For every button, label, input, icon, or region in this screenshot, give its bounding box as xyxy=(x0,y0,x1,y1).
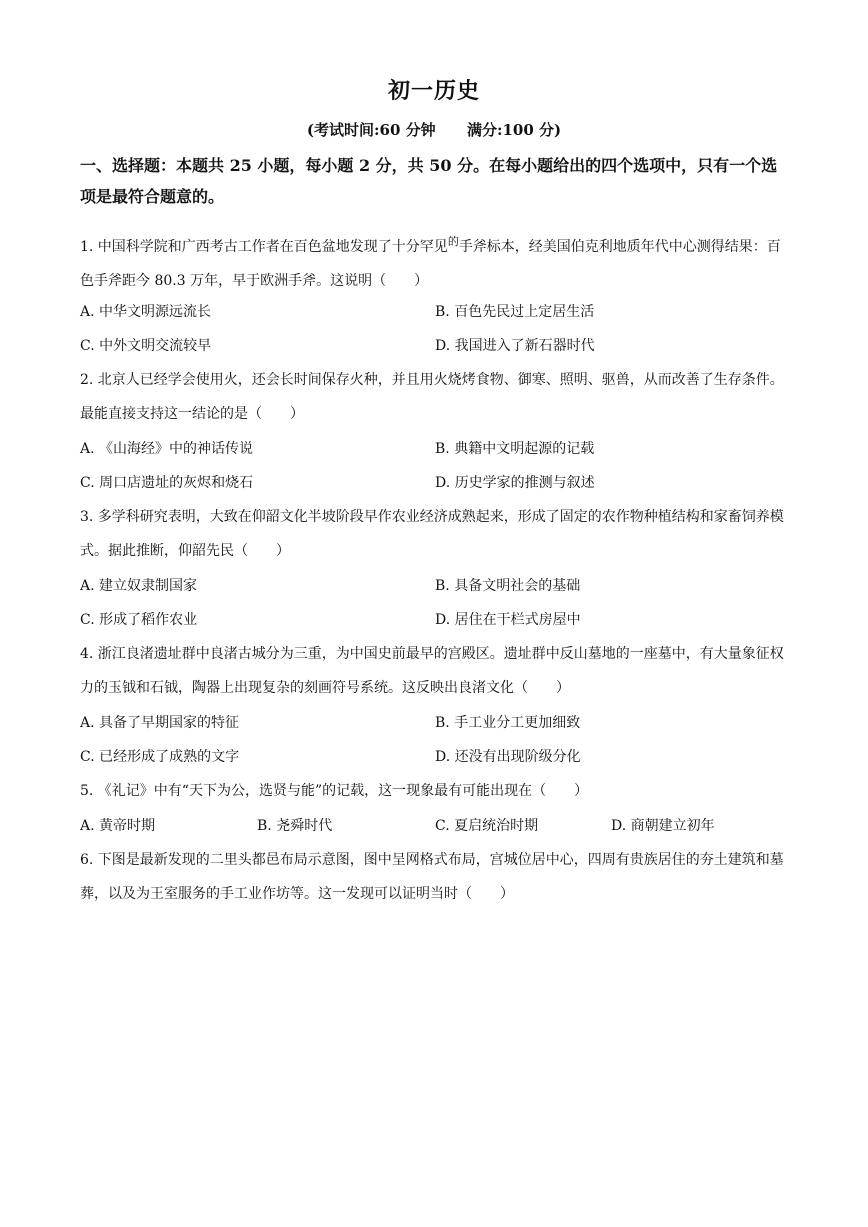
option-a[interactable]: A. 具备了早期国家的特征 xyxy=(80,715,240,731)
section-heading: 一、选择题：本题共 25 小题，每小题 2 分，共 50 分。在每小题给出的四个选项中，只有一个选项是最符合题意的。 xyxy=(80,156,778,206)
option-d[interactable]: D. 商朝建立初年 xyxy=(611,818,715,834)
option-d[interactable]: D. 我国进入了新石器时代 xyxy=(435,338,595,354)
option-b[interactable]: B. 具备文明社会的基础 xyxy=(435,578,581,594)
option-c[interactable]: C. 已经形成了成熟的文字 xyxy=(80,749,240,765)
option-a[interactable]: A. 黄帝时期 xyxy=(80,818,156,834)
option-c[interactable]: C. 夏启统治时期 xyxy=(435,818,539,834)
question-6: 6. 下图是最新发现的二里头都邑布局示意图，图中呈网格式布局，宫城位居中心，四周有贵族居住的夯土建筑和墓葬，以及为王室服务的手工业作坊等。这一发现可以证明当时（ ） xyxy=(80,852,784,902)
option-a[interactable]: A. 建立奴隶制国家 xyxy=(80,578,198,594)
option-d[interactable]: D. 历史学家的推测与叙述 xyxy=(435,475,595,491)
option-b[interactable]: B. 尧舜时代 xyxy=(257,818,333,834)
question-4: 4. 浙江良渚遗址群中良渚古城分为三重，为中国史前最早的宫殿区。遗址群中反山墓地的一座墓中，有大量象征权力的玉钺和石钺，陶器上出现复杂的刻画符号系统。这反映出良渚文化（ ） xyxy=(80,646,784,696)
option-c[interactable]: C. 中外文明交流较早 xyxy=(80,338,212,354)
question-3: 3. 多学科研究表明，大致在仰韶文化半坡阶段早作农业经济成熟起来，形成了固定的农作物种植结构和家畜饲养模式。据此推断，仰韶先民（ ） xyxy=(80,509,784,559)
option-c[interactable]: C. 周口店遗址的灰烬和烧石 xyxy=(80,475,254,491)
option-b[interactable]: B. 典籍中文明起源的记载 xyxy=(435,441,595,457)
option-c[interactable]: C. 形成了稻作农业 xyxy=(80,612,198,628)
question-1-text-b: 手斧标本，经美国伯克利地质年代中心测得结果：百色手斧距今 80.3 万年，早于欧洲手斧。这说明（ ） xyxy=(80,239,781,289)
option-b[interactable]: B. 手工业分工更加细致 xyxy=(435,715,581,731)
option-a[interactable]: A. 中华文明源远流长 xyxy=(80,304,212,320)
question-1-superscript: 的 xyxy=(447,235,459,248)
page-title: 初一历史 xyxy=(387,78,480,104)
exam-info: (考试时间:60 分钟 满分:100 分) xyxy=(306,121,562,139)
question-1-text-a: 1. 中国科学院和广西考古工作者在百色盆地发现了十分罕见 xyxy=(80,239,448,255)
option-b[interactable]: B. 百色先民过上定居生活 xyxy=(435,304,595,320)
question-1 xyxy=(80,225,790,298)
question-2: 2. 北京人已经学会使用火，还会长时间保存火种，并且用火烧烤食物、御寒、照明、驱兽，从而改善了生存条件。最能直接支持这一结论的是（ ） xyxy=(80,372,784,422)
option-a[interactable]: A. 《山海经》中的神话传说 xyxy=(80,441,254,457)
option-d[interactable]: D. 还没有出现阶级分化 xyxy=(435,749,581,765)
question-5: 5. 《礼记》中有“天下为公，选贤与能”的记载，这一现象最有可能出现在（ ） xyxy=(80,783,589,799)
option-d[interactable]: D. 居住在干栏式房屋中 xyxy=(435,612,581,628)
